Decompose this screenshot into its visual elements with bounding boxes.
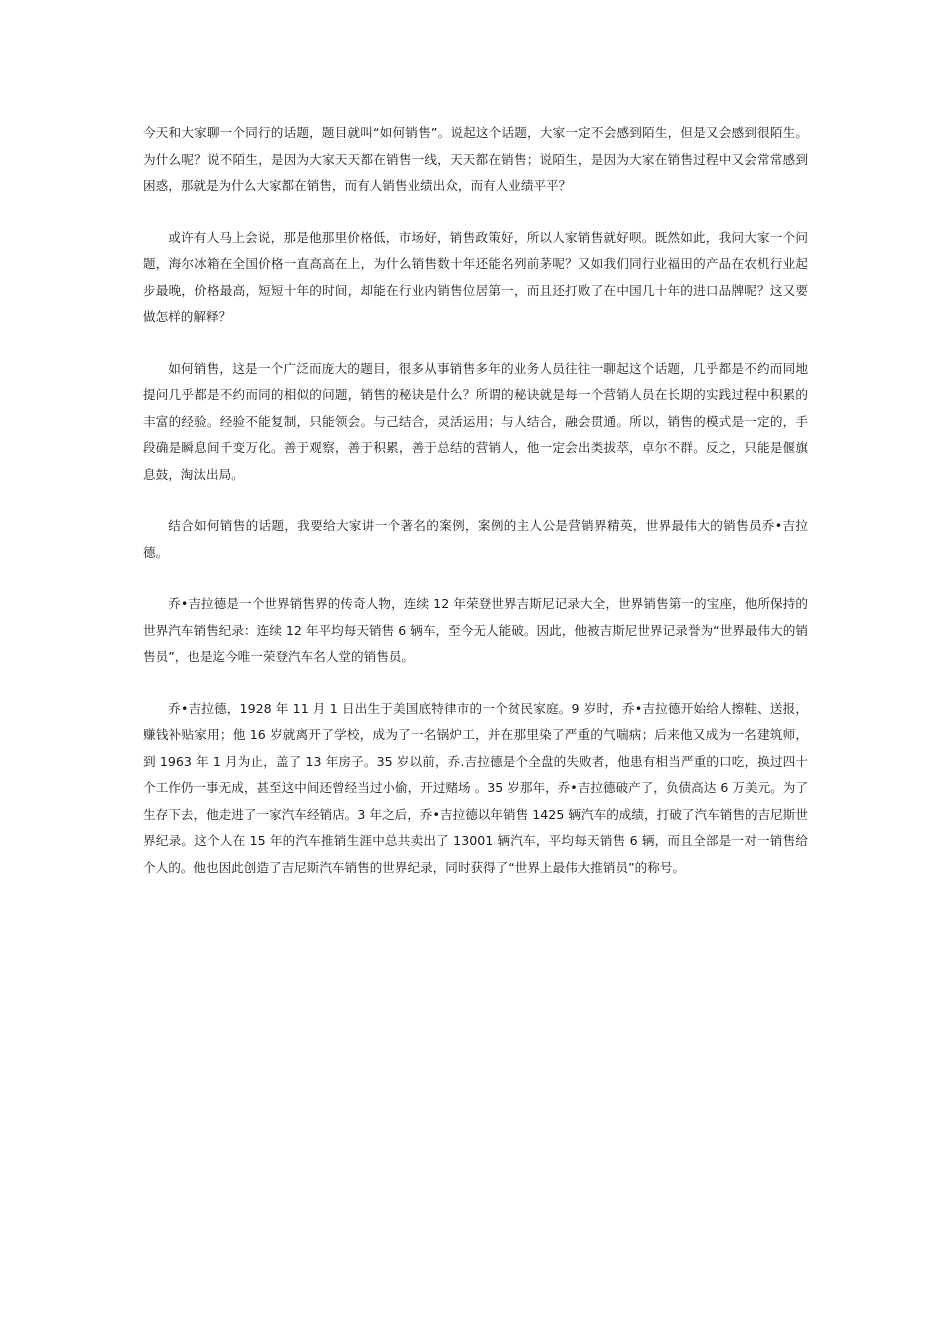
paragraph-price-question: 或许有人马上会说，那是他那里价格低，市场好，销售政策好，所以人家销售就好呗。既然如此，我问大家一个问题，海尔冰箱在全国价格一直高高在上，为什么销售数十年还能名列前茅呢？又如我们同行业福田的产品在农机行业起步最晚，价格最高，短短十年的时间，却能在行业内销售位居第一，而且还打败了在中国几十年的进口品牌呢？这又要做怎样的解释？ bbox=[143, 229, 808, 324]
paragraph-spacer bbox=[143, 566, 808, 591]
paragraph-spacer bbox=[143, 488, 808, 513]
paragraph-case-intro: 结合如何销售的话题，我要给大家讲一个著名的案例，案例的主人公是营销界精英，世界最伟大的销售员乔•吉拉德。 bbox=[143, 518, 808, 560]
paragraph-spacer bbox=[143, 671, 808, 696]
paragraph-spacer bbox=[143, 200, 808, 225]
paragraph-girard-biography: 乔•吉拉德，1928 年 11 月 1 日出生于美国底特律市的一个贫民家庭。9 岁时，乔•吉拉德开始给人擦鞋、送报，赚钱补贴家用；他 16 岁就离开了学校，成为了一名锅炉工，并在那里染了严重的气喘病；后来他又成为一名建筑师，到 1963 年 1 月为止，盖了 13 年房子。35 岁以前，乔.吉拉德是个全盘的失败者，他患有相当严重的口吃，换过四十个工作仍一事无成，甚至这中间还曾经当过小偷，开过赌场 。35 岁那年，乔•吉拉德破产了，负债高达 6 万美元。为了生存下去，他走进了一家汽车经销店。3 年之后，乔•吉拉德以年销售 1425 辆汽车的成绩，打破了汽车销售的吉尼斯世界纪录。这个人在 15 年的汽车推销生涯中总共卖出了 13001 辆汽车，平均每天销售 6 辆，而且全部是一对一销售给个人的。他也因此创造了吉尼斯汽车销售的世界纪录，同时获得了“世界上最伟大推销员”的称号。 bbox=[143, 700, 808, 875]
document-body bbox=[143, 120, 808, 881]
paragraph-how-to-sell: 如何销售，这是一个广泛而庞大的题目，很多从事销售多年的业务人员往往一聊起这个话题，几乎都是不约而同地提问几乎都是不约而同的相似的问题，销售的秘诀是什么？所谓的秘诀就是每一个营销人员在长期的实践过程中积累的丰富的经验。经验不能复制，只能领会。与己结合，灵活运用；与人结合，融会贯通。所以，销售的模式是一定的，手段确是瞬息间千变万化。善于观察，善于积累，善于总结的营销人，他一定会出类拔萃，卓尔不群。反之，只能是偃旗息鼓，淘汰出局。 bbox=[143, 360, 808, 482]
paragraph-spacer bbox=[143, 331, 808, 356]
paragraph-intro: 今天和大家聊一个同行的话题，题目就叫“如何销售”。说起这个话题，大家一定不会感到陌生，但是又会感到很陌生。为什么呢？说不陌生，是因为大家天天都在销售一线，天天都在销售；说陌生，是因为大家在销售过程中又会常常感到困惑，那就是为什么大家都在销售，而有人销售业绩出众，而有人业绩平平？ bbox=[143, 125, 808, 193]
paragraph-girard-legend: 乔•吉拉德是一个世界销售界的传奇人物，连续 12 年荣登世界吉斯尼记录大全，世界销售第一的宝座，他所保持的世界汽车销售纪录：连续 12 年平均每天销售 6 辆车，至今无人能破。因此，他被吉斯尼世界记录誉为“世界最伟大的销售员”，也是迄今唯一荣登汽车名人堂的销售员。 bbox=[143, 596, 808, 664]
